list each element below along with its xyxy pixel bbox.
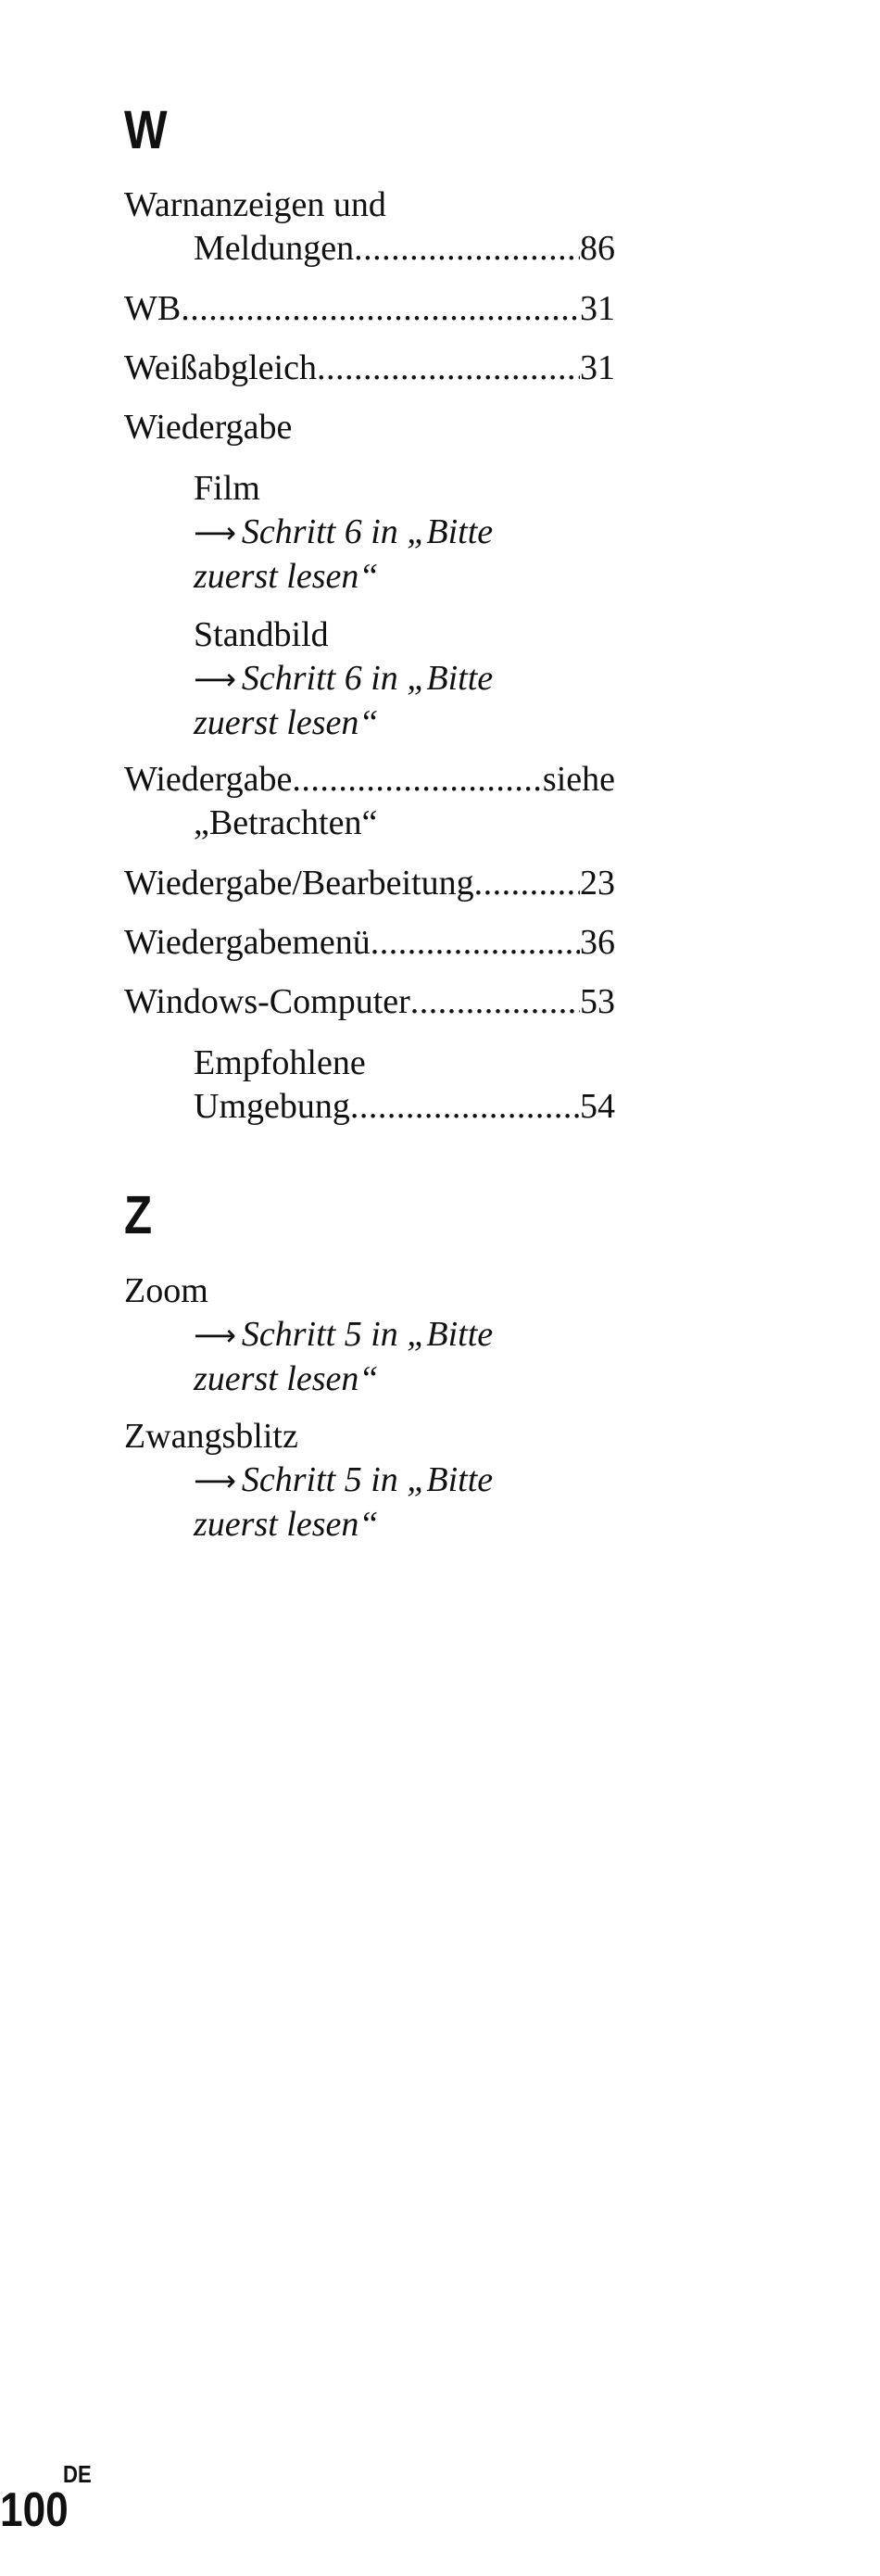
index-entry-weissabgleich [124,347,615,390]
cross-reference-text: Schritt 6 in „Bitte [241,512,494,551]
section-heading-w: W [124,100,168,160]
dot-leader [410,980,580,1024]
entry-leader-line [124,862,615,905]
page-ref: 31 [580,348,615,387]
entry-leader-line [124,921,615,965]
page-ref: 31 [580,289,615,328]
entry-leader-line [124,347,615,390]
index-entry-wiedergabe-siehe [124,758,615,845]
entry-leader-line [124,758,615,802]
subentry-term: Film [194,469,260,508]
index-entry-wb [124,287,615,331]
entry-leader-line [194,1085,615,1129]
see-reference-target: „Betrachten“ [194,803,378,842]
arrow-right-icon: ⟶ [194,662,236,697]
dot-leader [181,287,580,331]
cross-reference-text: Schritt 5 in „Bitte [241,1315,494,1354]
page-number: 100 [0,2483,69,2537]
page-ref: 54 [580,1087,615,1126]
subentry-term: Empfohlene [194,1043,366,1082]
index-entry-wiedergabe [124,406,615,449]
cross-reference [194,511,615,555]
index-subentry-standbild [194,613,615,745]
page-ref: 23 [580,864,615,903]
page-ref: 36 [580,923,615,962]
cross-reference-text: Schritt 6 in „Bitte [241,659,494,698]
cross-reference [124,1313,615,1357]
see-reference: siehe [542,760,615,799]
entry-term: Warnanzeigen und [124,185,386,224]
entry-term: Zwangsblitz [124,1417,298,1456]
page-ref: 86 [580,229,615,268]
index-subentry-film [194,467,615,599]
dot-leader [350,1085,580,1129]
cross-reference [124,1458,615,1503]
dot-leader [354,227,580,271]
entry-term: Wiedergabe [124,408,293,447]
language-code: DE [63,2460,92,2488]
entry-term: Wiedergabemenü [124,923,371,962]
dot-leader [371,921,580,965]
section-heading-z: Z [124,1185,153,1245]
cross-reference-continued: zuerst lesen“ [194,557,379,596]
entry-term-continued: Meldungen [194,229,355,268]
entry-term: Windows-Computer [124,982,410,1021]
cross-reference [194,657,615,701]
index-entry-windows-computer [124,980,615,1024]
index-subentry-empfohlene-umgebung [194,1042,615,1129]
entry-leader-line [124,287,615,331]
cross-reference-continued: zuerst lesen“ [194,1359,379,1398]
dot-leader [317,347,580,390]
entry-term: Weißabgleich [124,348,317,387]
cross-reference-text: Schritt 5 in „Bitte [241,1460,494,1499]
entry-term: WB [124,289,182,328]
cross-reference-continued: zuerst lesen“ [194,1505,379,1544]
entry-term: Wiedergabe/Bearbeitung [124,864,474,903]
entry-term: Wiedergabe [124,760,293,799]
entry-term: Zoom [124,1271,208,1310]
index-entry-zwangsblitz [124,1415,615,1547]
subentry-term: Standbild [194,615,329,654]
dot-leader [292,758,543,802]
index-entry-wiedergabemenue [124,921,615,965]
arrow-right-icon: ⟶ [194,1318,236,1353]
arrow-right-icon: ⟶ [194,1463,236,1498]
entry-leader-line [124,227,615,271]
index-entry-wiedergabe-bearbeitung [124,862,615,905]
subentry-term-continued: Umgebung [194,1087,350,1126]
index-entry-zoom [124,1269,615,1401]
cross-reference-continued: zuerst lesen“ [194,703,379,742]
dot-leader [474,862,580,905]
entry-leader-line [124,980,615,1024]
index-entry-warnanzeigen [124,183,615,271]
page-ref: 53 [580,982,615,1021]
arrow-right-icon: ⟶ [194,515,236,550]
